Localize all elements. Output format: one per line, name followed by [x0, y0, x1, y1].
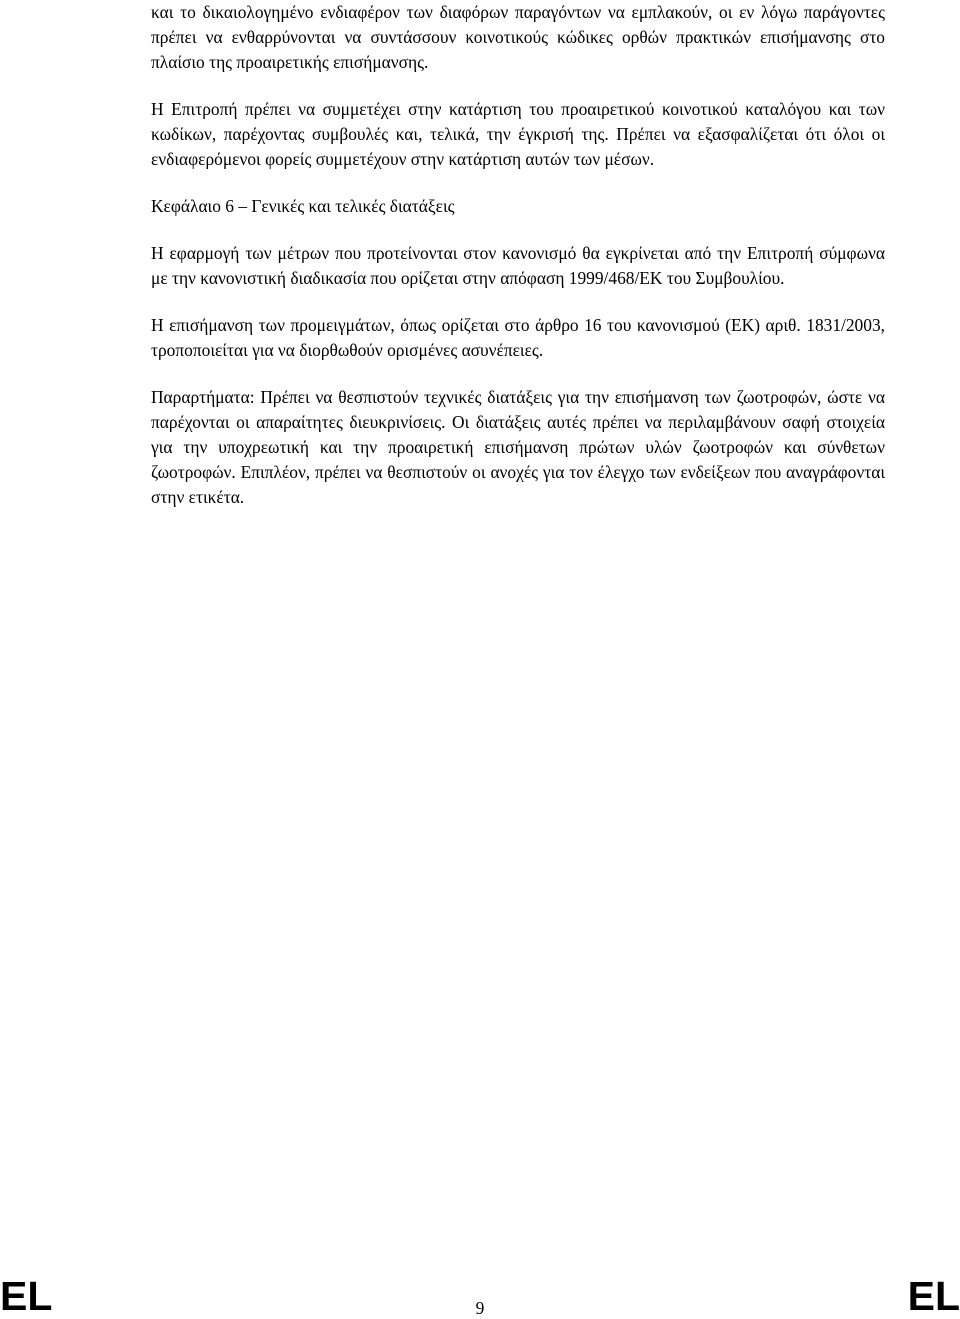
paragraph-3: Η εφαρμογή των μέτρων που προτείνονται στον κανονισμό θα εγκρίνεται από την Επιτροπή σύμφωνα με την κανονιστική διαδικασία που ορίζεται στην απόφαση 1999/468/ΕΚ του Συμβουλίου.: [151, 243, 885, 288]
paragraph-1: και το δικαιολογημένο ενδιαφέρον των διαφόρων παραγόντων να εμπλακούν, οι εν λόγω παράγοντες πρέπει να ενθαρρύνονται να συντάσσουν κοινοτικούς κώδικες ορθών πρακτικών επισήμανσης στο πλαίσιο της προαιρετικής επισήμανσης.: [151, 2, 885, 72]
footer-language-left: EL: [0, 1273, 53, 1319]
paragraph-2: Η Επιτροπή πρέπει να συμμετέχει στην κατάρτιση του προαιρετικού κοινοτικού καταλόγου και των κωδίκων, παρέχοντας συμβουλές και, τελικά, την έγκρισή της. Πρέπει να εξασφαλίζεται ότι όλοι οι ενδιαφερόμενοι φορείς συμμετέχουν στην κατάρτιση αυτών των μέσων.: [151, 99, 885, 169]
footer-language-right: EL: [907, 1273, 960, 1319]
page-number: 9: [475, 1298, 485, 1318]
chapter-heading: Κεφάλαιο 6 – Γενικές και τελικές διατάξεις: [151, 196, 455, 216]
paragraph-5: Παραρτήματα: Πρέπει να θεσπιστούν τεχνικές διατάξεις για την επισήμανση των ζωοτροφών, ώστε να παρέχονται οι απαραίτητες διευκρινίσεις. Οι διατάξεις αυτές πρέπει να περιλαμβάνουν σαφή στοιχεία για την υποχρεωτική και την προαιρετική επισήμανση πρώτων υλών ζωοτροφών και σύνθετων ζωοτροφών. Επιπλέον, πρέπει να θεσπιστούν οι ανοχές για τον έλεγχο των ενδείξεων που αναγράφονται στην ετικέτα.: [151, 387, 885, 507]
document-body: [151, 0, 885, 532]
paragraph-4: Η επισήμανση των προμειγμάτων, όπως ορίζεται στο άρθρο 16 του κανονισμού (ΕΚ) αριθ. 1831/2003, τροποποιείται για να διορθωθούν ορισμένες ασυνέπειες.: [151, 315, 885, 360]
